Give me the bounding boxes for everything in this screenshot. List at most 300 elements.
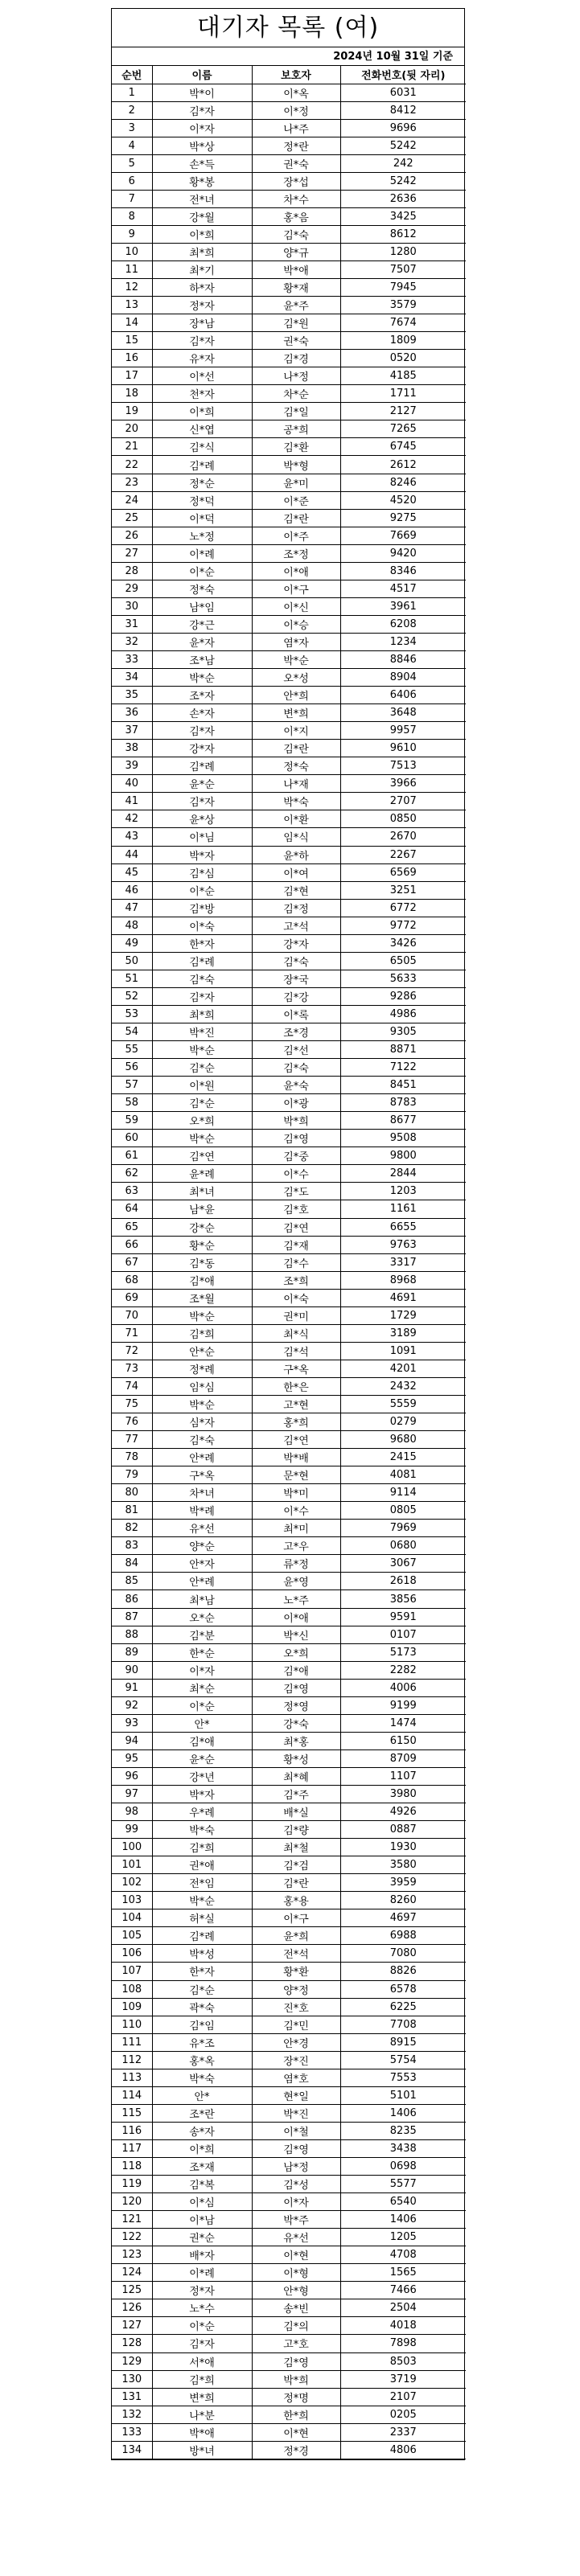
row-name: 김*복 bbox=[152, 2176, 252, 2193]
row-number: 14 bbox=[112, 314, 152, 332]
row-phone: 5242 bbox=[340, 137, 466, 154]
row-number: 48 bbox=[112, 917, 152, 934]
row-guardian: 김*현 bbox=[252, 881, 340, 899]
row-name: 손*자 bbox=[152, 704, 252, 722]
table-row bbox=[112, 1821, 466, 1839]
waiting-list-sheet bbox=[111, 8, 465, 2460]
row-guardian: 김*주 bbox=[252, 1786, 340, 1803]
row-phone: 0887 bbox=[340, 1821, 466, 1839]
row-guardian: 구*옥 bbox=[252, 1360, 340, 1377]
table-row bbox=[112, 1289, 466, 1306]
row-number: 32 bbox=[112, 633, 152, 650]
table-row bbox=[112, 1767, 466, 1785]
table-row bbox=[112, 651, 466, 669]
row-guardian: 김*재 bbox=[252, 1236, 340, 1253]
row-guardian: 김*수 bbox=[252, 1253, 340, 1271]
row-phone: 9696 bbox=[340, 119, 466, 137]
row-phone: 6578 bbox=[340, 1980, 466, 1998]
row-name: 김*례 bbox=[152, 1927, 252, 1945]
row-phone: 8915 bbox=[340, 2033, 466, 2051]
row-guardian: 김*의 bbox=[252, 2317, 340, 2335]
row-phone: 9957 bbox=[340, 722, 466, 740]
row-phone: 2636 bbox=[340, 190, 466, 207]
table-row bbox=[112, 1342, 466, 1360]
row-guardian: 김*중 bbox=[252, 1147, 340, 1165]
table-row bbox=[112, 1253, 466, 1271]
row-phone: 8412 bbox=[340, 101, 466, 119]
row-number: 30 bbox=[112, 597, 152, 615]
table-row bbox=[112, 420, 466, 438]
row-name: 서*애 bbox=[152, 2352, 252, 2370]
row-phone: 3961 bbox=[340, 597, 466, 615]
row-phone: 8612 bbox=[340, 225, 466, 243]
row-guardian: 양*정 bbox=[252, 1980, 340, 1998]
row-guardian: 장*국 bbox=[252, 970, 340, 987]
table-row bbox=[112, 190, 466, 207]
table-row bbox=[112, 260, 466, 278]
table-row bbox=[112, 740, 466, 757]
row-number: 4 bbox=[112, 137, 152, 154]
row-phone: 4926 bbox=[340, 1803, 466, 1821]
header-guardian: 보호자 bbox=[252, 66, 340, 84]
row-phone: 2282 bbox=[340, 1661, 466, 1679]
row-number: 111 bbox=[112, 2033, 152, 2051]
row-number: 81 bbox=[112, 1502, 152, 1520]
row-guardian: 염*자 bbox=[252, 633, 340, 650]
row-phone: 9114 bbox=[340, 1484, 466, 1502]
row-phone: 8709 bbox=[340, 1749, 466, 1767]
row-name: 김*희 bbox=[152, 2370, 252, 2388]
row-phone: 9199 bbox=[340, 1696, 466, 1714]
row-number: 16 bbox=[112, 350, 152, 367]
row-number: 62 bbox=[112, 1165, 152, 1183]
row-name: 김*숙 bbox=[152, 970, 252, 987]
table-row bbox=[112, 456, 466, 474]
row-name: 김*자 bbox=[152, 2335, 252, 2352]
row-phone: 2707 bbox=[340, 793, 466, 810]
row-name: 김*순 bbox=[152, 1980, 252, 1998]
row-number: 76 bbox=[112, 1413, 152, 1431]
row-phone: 6540 bbox=[340, 2193, 466, 2211]
row-name: 이*자 bbox=[152, 119, 252, 137]
row-number: 118 bbox=[112, 2157, 152, 2175]
row-phone: 4185 bbox=[340, 367, 466, 385]
row-guardian: 이*형 bbox=[252, 2264, 340, 2282]
row-name: 한*자 bbox=[152, 1963, 252, 1980]
row-guardian: 변*희 bbox=[252, 704, 340, 722]
row-number: 112 bbox=[112, 2051, 152, 2069]
row-name: 한*자 bbox=[152, 934, 252, 952]
row-name: 유*선 bbox=[152, 1520, 252, 1537]
row-name: 이*희 bbox=[152, 225, 252, 243]
row-number: 92 bbox=[112, 1696, 152, 1714]
row-name: 변*희 bbox=[152, 2388, 252, 2406]
row-name: 안* bbox=[152, 2086, 252, 2104]
row-phone: 8235 bbox=[340, 2122, 466, 2139]
table-row bbox=[112, 1183, 466, 1200]
row-name: 정*자 bbox=[152, 2282, 252, 2299]
row-name: 최*희 bbox=[152, 243, 252, 260]
row-number: 63 bbox=[112, 1183, 152, 1200]
row-number: 105 bbox=[112, 1927, 152, 1945]
row-guardian: 나*주 bbox=[252, 119, 340, 137]
table-row bbox=[112, 1360, 466, 1377]
table-row bbox=[112, 1165, 466, 1183]
row-name: 정*례 bbox=[152, 1360, 252, 1377]
row-name: 정*숙 bbox=[152, 580, 252, 597]
row-phone: 0850 bbox=[340, 810, 466, 828]
row-number: 22 bbox=[112, 456, 152, 474]
row-number: 61 bbox=[112, 1147, 152, 1165]
row-number: 77 bbox=[112, 1431, 152, 1449]
row-number: 8 bbox=[112, 207, 152, 225]
row-phone: 5633 bbox=[340, 970, 466, 987]
row-name: 이*순 bbox=[152, 1696, 252, 1714]
row-guardian: 이*광 bbox=[252, 1094, 340, 1112]
table-row bbox=[112, 2051, 466, 2069]
row-guardian: 문*현 bbox=[252, 1466, 340, 1484]
row-guardian: 김*석 bbox=[252, 1342, 340, 1360]
row-phone: 0520 bbox=[340, 350, 466, 367]
table-row bbox=[112, 101, 466, 119]
row-number: 58 bbox=[112, 1094, 152, 1112]
row-number: 34 bbox=[112, 669, 152, 687]
row-number: 56 bbox=[112, 1059, 152, 1077]
table-row bbox=[112, 1466, 466, 1484]
table-row bbox=[112, 1236, 466, 1253]
row-name: 임*심 bbox=[152, 1377, 252, 1395]
row-phone: 0107 bbox=[340, 1626, 466, 1643]
row-name: 권*순 bbox=[152, 2229, 252, 2246]
row-number: 31 bbox=[112, 615, 152, 633]
row-guardian: 이*준 bbox=[252, 491, 340, 509]
row-guardian: 안*희 bbox=[252, 687, 340, 704]
row-guardian: 정*란 bbox=[252, 137, 340, 154]
row-number: 101 bbox=[112, 1856, 152, 1874]
table-row bbox=[112, 1484, 466, 1502]
row-number: 1 bbox=[112, 84, 152, 101]
row-phone: 4697 bbox=[340, 1909, 466, 1927]
row-name: 김*례 bbox=[152, 952, 252, 970]
table-row bbox=[112, 172, 466, 190]
table-row bbox=[112, 562, 466, 580]
row-phone: 9305 bbox=[340, 1023, 466, 1040]
row-guardian: 이*지 bbox=[252, 722, 340, 740]
row-name: 이*희 bbox=[152, 2139, 252, 2157]
row-phone: 1406 bbox=[340, 2104, 466, 2122]
row-name: 박*상 bbox=[152, 137, 252, 154]
row-phone: 1565 bbox=[340, 2264, 466, 2282]
row-phone: 3959 bbox=[340, 1874, 466, 1892]
table-row bbox=[112, 1892, 466, 1909]
row-phone: 5242 bbox=[340, 172, 466, 190]
row-guardian: 최*미 bbox=[252, 1520, 340, 1537]
table-row bbox=[112, 2211, 466, 2229]
table-row bbox=[112, 775, 466, 793]
row-number: 2 bbox=[112, 101, 152, 119]
row-number: 12 bbox=[112, 279, 152, 297]
row-number: 114 bbox=[112, 2086, 152, 2104]
table-row bbox=[112, 2299, 466, 2317]
row-name: 강*순 bbox=[152, 1218, 252, 1236]
row-guardian: 오*희 bbox=[252, 1643, 340, 1661]
row-number: 11 bbox=[112, 260, 152, 278]
row-number: 28 bbox=[112, 562, 152, 580]
row-name: 김*순 bbox=[152, 1059, 252, 1077]
row-phone: 3067 bbox=[340, 1555, 466, 1573]
row-number: 5 bbox=[112, 154, 152, 172]
table-row bbox=[112, 846, 466, 863]
row-guardian: 고*석 bbox=[252, 917, 340, 934]
row-guardian: 김*연 bbox=[252, 1431, 340, 1449]
row-number: 75 bbox=[112, 1395, 152, 1413]
row-phone: 7945 bbox=[340, 279, 466, 297]
row-guardian: 송*빈 bbox=[252, 2299, 340, 2317]
row-phone: 5173 bbox=[340, 1643, 466, 1661]
table-row bbox=[112, 527, 466, 544]
row-guardian: 임*식 bbox=[252, 828, 340, 846]
row-number: 59 bbox=[112, 1112, 152, 1130]
row-number: 117 bbox=[112, 2139, 152, 2157]
row-name: 박*례 bbox=[152, 1502, 252, 1520]
table-row bbox=[112, 1413, 466, 1431]
row-phone: 1091 bbox=[340, 1342, 466, 1360]
row-guardian: 황*재 bbox=[252, 279, 340, 297]
row-name: 조*란 bbox=[152, 2104, 252, 2122]
table-row bbox=[112, 2441, 466, 2459]
row-name: 윤*상 bbox=[152, 810, 252, 828]
row-guardian: 김*환 bbox=[252, 438, 340, 456]
waiting-list-table bbox=[112, 66, 466, 2459]
row-guardian: 윤*미 bbox=[252, 474, 340, 491]
row-number: 91 bbox=[112, 1679, 152, 1696]
row-number: 44 bbox=[112, 846, 152, 863]
row-name: 양*순 bbox=[152, 1537, 252, 1555]
table-row bbox=[112, 1218, 466, 1236]
row-guardian: 한*은 bbox=[252, 1377, 340, 1395]
row-name: 박*순 bbox=[152, 1892, 252, 1909]
table-row bbox=[112, 1749, 466, 1767]
table-row bbox=[112, 2406, 466, 2423]
row-number: 78 bbox=[112, 1449, 152, 1466]
row-guardian: 이*현 bbox=[252, 2246, 340, 2264]
row-name: 배*자 bbox=[152, 2246, 252, 2264]
row-phone: 1203 bbox=[340, 1183, 466, 1200]
table-row bbox=[112, 332, 466, 350]
row-phone: 3980 bbox=[340, 1786, 466, 1803]
row-guardian: 정*숙 bbox=[252, 757, 340, 775]
row-guardian: 이*구 bbox=[252, 1909, 340, 1927]
row-phone: 7466 bbox=[340, 2282, 466, 2299]
row-guardian: 이*애 bbox=[252, 1608, 340, 1626]
row-guardian: 나*재 bbox=[252, 775, 340, 793]
row-guardian: 윤*하 bbox=[252, 846, 340, 863]
row-name: 최*희 bbox=[152, 1005, 252, 1023]
row-name: 김*동 bbox=[152, 1253, 252, 1271]
row-name: 박*숙 bbox=[152, 2069, 252, 2086]
row-number: 100 bbox=[112, 1839, 152, 1856]
table-row bbox=[112, 137, 466, 154]
row-guardian: 윤*희 bbox=[252, 1927, 340, 1945]
table-row bbox=[112, 1998, 466, 2016]
row-phone: 3580 bbox=[340, 1856, 466, 1874]
row-guardian: 최*혜 bbox=[252, 1767, 340, 1785]
row-phone: 6505 bbox=[340, 952, 466, 970]
table-row bbox=[112, 243, 466, 260]
table-row bbox=[112, 899, 466, 917]
row-number: 129 bbox=[112, 2352, 152, 2370]
table-row bbox=[112, 1696, 466, 1714]
row-guardian: 박*숙 bbox=[252, 793, 340, 810]
row-guardian: 권*미 bbox=[252, 1306, 340, 1324]
row-phone: 9680 bbox=[340, 1431, 466, 1449]
table-row bbox=[112, 1431, 466, 1449]
row-name: 조*자 bbox=[152, 687, 252, 704]
row-phone: 7969 bbox=[340, 1520, 466, 1537]
table-row bbox=[112, 2423, 466, 2441]
row-phone: 3579 bbox=[340, 297, 466, 314]
table-row bbox=[112, 1077, 466, 1094]
table-row bbox=[112, 934, 466, 952]
row-name: 김*자 bbox=[152, 332, 252, 350]
table-row bbox=[112, 1395, 466, 1413]
table-row bbox=[112, 1608, 466, 1626]
row-number: 13 bbox=[112, 297, 152, 314]
table-row bbox=[112, 2104, 466, 2122]
row-name: 박*숙 bbox=[152, 1821, 252, 1839]
row-guardian: 황*성 bbox=[252, 1749, 340, 1767]
row-phone: 3251 bbox=[340, 881, 466, 899]
row-guardian: 김*민 bbox=[252, 2016, 340, 2033]
row-phone: 2127 bbox=[340, 403, 466, 420]
table-row bbox=[112, 2246, 466, 2264]
row-guardian: 이*현 bbox=[252, 2423, 340, 2441]
row-number: 41 bbox=[112, 793, 152, 810]
row-guardian: 이*수 bbox=[252, 1165, 340, 1183]
row-name: 박*진 bbox=[152, 1023, 252, 1040]
row-number: 67 bbox=[112, 1253, 152, 1271]
row-name: 조*재 bbox=[152, 2157, 252, 2175]
table-row bbox=[112, 314, 466, 332]
table-row bbox=[112, 1094, 466, 1112]
row-number: 85 bbox=[112, 1573, 152, 1590]
row-number: 72 bbox=[112, 1342, 152, 1360]
row-phone: 7674 bbox=[340, 314, 466, 332]
row-name: 손*득 bbox=[152, 154, 252, 172]
row-number: 20 bbox=[112, 420, 152, 438]
row-guardian: 김*경 bbox=[252, 350, 340, 367]
row-guardian: 류*정 bbox=[252, 1555, 340, 1573]
table-row bbox=[112, 704, 466, 722]
row-number: 51 bbox=[112, 970, 152, 987]
row-guardian: 안*경 bbox=[252, 2033, 340, 2051]
row-name: 송*자 bbox=[152, 2122, 252, 2139]
row-name: 박*순 bbox=[152, 669, 252, 687]
row-name: 남*임 bbox=[152, 597, 252, 615]
table-row bbox=[112, 367, 466, 385]
table-row bbox=[112, 1502, 466, 1520]
table-row bbox=[112, 1679, 466, 1696]
row-phone: 7265 bbox=[340, 420, 466, 438]
row-name: 정*덕 bbox=[152, 491, 252, 509]
row-phone: 1809 bbox=[340, 332, 466, 350]
row-guardian: 김*선 bbox=[252, 1041, 340, 1059]
row-name: 우*례 bbox=[152, 1803, 252, 1821]
row-name: 박*애 bbox=[152, 2423, 252, 2441]
table-row bbox=[112, 793, 466, 810]
row-phone: 3425 bbox=[340, 207, 466, 225]
row-number: 50 bbox=[112, 952, 152, 970]
row-name: 김*연 bbox=[152, 1147, 252, 1165]
row-guardian: 김*검 bbox=[252, 1856, 340, 1874]
row-number: 9 bbox=[112, 225, 152, 243]
table-row bbox=[112, 2139, 466, 2157]
row-phone: 2107 bbox=[340, 2388, 466, 2406]
row-phone: 8846 bbox=[340, 651, 466, 669]
reference-date: 2024년 10월 31일 기준 bbox=[112, 47, 464, 66]
table-row bbox=[112, 1023, 466, 1040]
row-guardian: 염*호 bbox=[252, 2069, 340, 2086]
row-name: 최*녀 bbox=[152, 1183, 252, 1200]
row-guardian: 김*량 bbox=[252, 1821, 340, 1839]
row-number: 119 bbox=[112, 2176, 152, 2193]
row-number: 132 bbox=[112, 2406, 152, 2423]
row-phone: 2267 bbox=[340, 846, 466, 863]
row-name: 김*자 bbox=[152, 722, 252, 740]
row-name: 김*임 bbox=[152, 2016, 252, 2033]
row-number: 106 bbox=[112, 1945, 152, 1963]
table-row bbox=[112, 2388, 466, 2406]
table-row bbox=[112, 225, 466, 243]
row-guardian: 이*승 bbox=[252, 615, 340, 633]
row-number: 128 bbox=[112, 2335, 152, 2352]
table-header-row bbox=[112, 66, 466, 84]
row-guardian: 김*영 bbox=[252, 1130, 340, 1147]
row-name: 이*남 bbox=[152, 2211, 252, 2229]
row-phone: 6031 bbox=[340, 84, 466, 101]
row-phone: 6406 bbox=[340, 687, 466, 704]
page-title: 대기자 목록 (여) bbox=[112, 9, 464, 47]
row-guardian: 권*숙 bbox=[252, 154, 340, 172]
table-row bbox=[112, 1573, 466, 1590]
row-phone: 9286 bbox=[340, 987, 466, 1005]
row-guardian: 김*란 bbox=[252, 740, 340, 757]
row-name: 전*임 bbox=[152, 1874, 252, 1892]
table-row bbox=[112, 1005, 466, 1023]
table-row bbox=[112, 1590, 466, 1608]
row-name: 박*순 bbox=[152, 1306, 252, 1324]
row-number: 121 bbox=[112, 2211, 152, 2229]
row-guardian: 김*숙 bbox=[252, 952, 340, 970]
table-row bbox=[112, 1147, 466, 1165]
row-guardian: 윤*주 bbox=[252, 297, 340, 314]
row-number: 23 bbox=[112, 474, 152, 491]
row-number: 33 bbox=[112, 651, 152, 669]
row-name: 강*자 bbox=[152, 740, 252, 757]
row-number: 110 bbox=[112, 2016, 152, 2033]
row-number: 122 bbox=[112, 2229, 152, 2246]
row-number: 84 bbox=[112, 1555, 152, 1573]
row-name: 윤*순 bbox=[152, 775, 252, 793]
row-name: 박*자 bbox=[152, 1786, 252, 1803]
row-phone: 6988 bbox=[340, 1927, 466, 1945]
row-number: 49 bbox=[112, 934, 152, 952]
row-number: 107 bbox=[112, 1963, 152, 1980]
table-row bbox=[112, 2317, 466, 2335]
row-phone: 7898 bbox=[340, 2335, 466, 2352]
row-name: 안*례 bbox=[152, 1573, 252, 1590]
table-row bbox=[112, 2157, 466, 2175]
